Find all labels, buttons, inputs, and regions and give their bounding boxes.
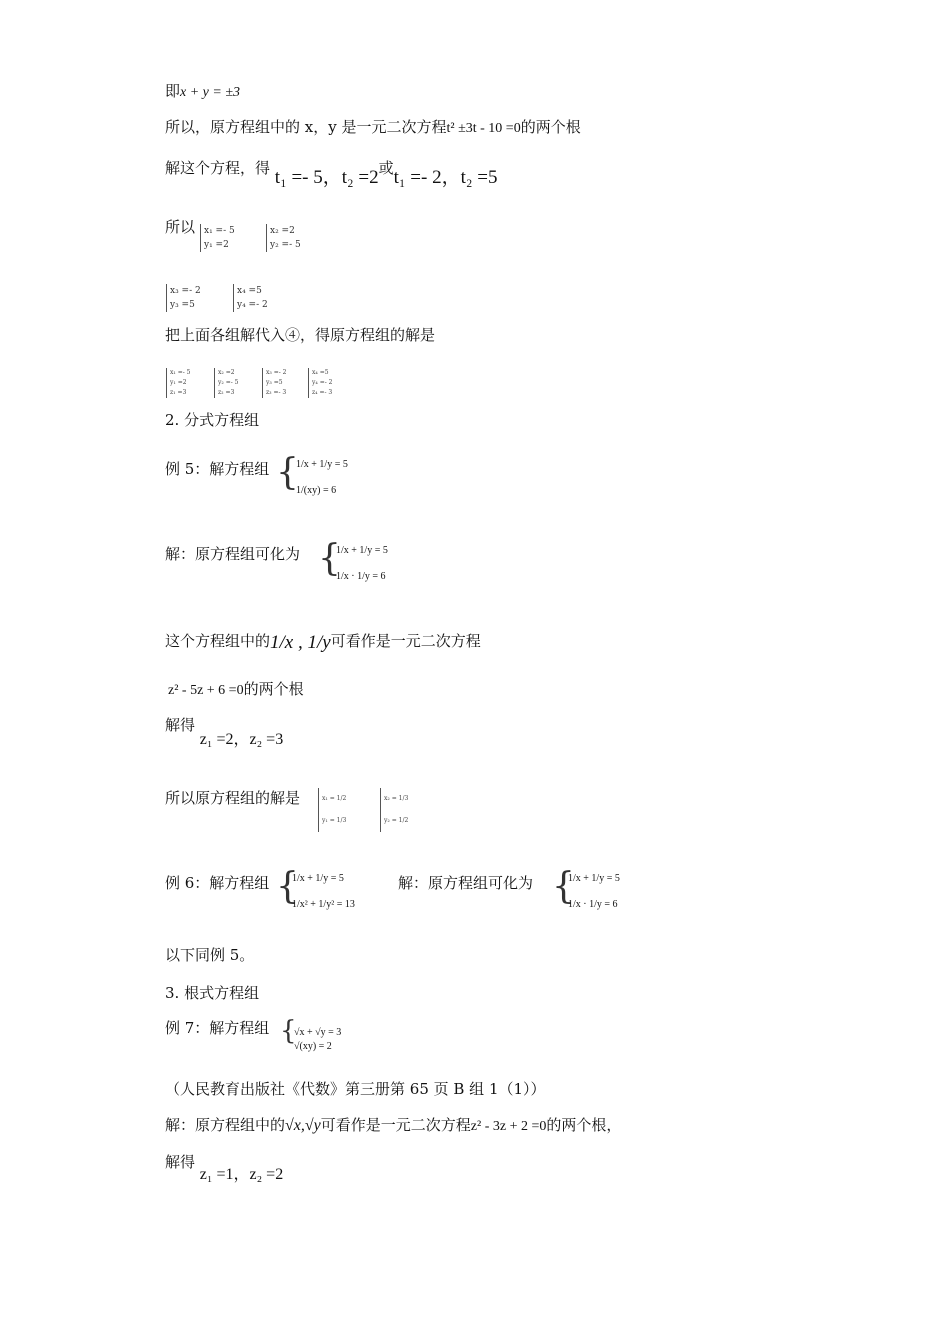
solution-set-2 [380,788,408,832]
eq-row: y₃ =5 [170,300,195,310]
eq-row: y₂ =- 5 [270,240,301,250]
eq-row-2: 1/x · 1/y = 6 [568,899,618,910]
eq-row: z₁ =3 [170,389,187,396]
line-12 [165,948,254,963]
eq-row: y₄ =- 2 [237,300,268,310]
eq-row: x₄ =5 [237,286,262,296]
eq-row: y₄ =- 2 [312,379,333,386]
equation: z₁ =2，z₂ =3 [199,731,284,748]
line-6 [165,328,435,343]
eq-row: y₁ = 1/3 [322,817,347,824]
eq-row-2: 1/x² + 1/y² = 13 [292,899,355,910]
eq-row-1: 1/x + 1/y = 5 [292,873,344,884]
text: 解得 [165,1153,196,1171]
text: 解：原方程组可化为 [398,874,534,892]
eq-row: x₂ =2 [218,369,235,376]
line-1 [165,84,240,100]
eq-row: x₁ =- 5 [204,226,235,236]
equation-b: t₁ =- 2，t₂ =5 [393,167,498,188]
line-11 [165,791,300,806]
section-heading-2 [165,413,259,428]
text: 的两个根， [546,1116,622,1134]
solution-set-3 [166,284,201,312]
solution-5-label [165,547,300,562]
line-8 [165,631,481,653]
line-9 [168,682,304,698]
example-7-label [165,1021,269,1036]
equation-2: z² - 3z + 2 =0 [470,1119,547,1134]
eq-row-2: √(xy) = 2 [294,1041,332,1052]
solution-set-2 [266,224,301,252]
left-brace-icon: { [276,452,299,493]
example-5-label [165,462,269,477]
equation: x + y = ±3 [180,85,241,100]
eq-row: y₁ =2 [170,379,187,386]
or-text: 或 [378,159,394,177]
text: 把上面各组解代入④，得原方程组的解是 [165,326,436,344]
eq-row: x₂ =2 [270,226,295,236]
eq-row-1: 1/x + 1/y = 5 [336,545,388,556]
eq-row: z₄ =- 3 [312,389,333,396]
eq-row: x₁ =- 5 [170,369,191,376]
equation: t² ±3t - 10 =0 [446,121,521,136]
eq-row-1: √x + √y = 3 [294,1027,342,1038]
eq-row-2: 1/x · 1/y = 6 [336,571,386,582]
section-heading-3 [165,986,259,1001]
solution-set-4 [233,284,268,312]
eq-row: y₃ =5 [266,379,283,386]
equation: 1/x , 1/y [270,632,331,653]
eq-row-1: 1/x + 1/y = 5 [568,873,620,884]
text: 所以原方程组的解是 [165,789,301,807]
text: 解得 [165,716,196,734]
heading-text: 3. 根式方程组 [165,984,260,1002]
text: 解这个方程，得 [165,159,271,177]
left-brace-icon: { [318,538,341,579]
eq-row: x₁ = 1/2 [322,795,347,802]
line-4 [165,220,195,235]
example-6-solution-label [398,876,533,891]
text: 以下同例 5。 [165,946,255,964]
equation: z₁ =1，z₂ =2 [199,1166,284,1183]
text: 所以 [165,218,196,236]
eq-row: y₁ =2 [204,240,229,250]
eq-row: x₄ =5 [312,369,329,376]
eq-row: y₂ =- 5 [218,379,239,386]
text: 这个方程组中的 [165,632,271,650]
eq-row: x₃ =- 2 [266,369,287,376]
line-10 [165,716,284,748]
eq-row-1: 1/x + 1/y = 5 [296,459,348,470]
equation: z² - 5z + 6 =0 [168,683,244,698]
line-15 [165,1153,284,1183]
equation: √x,√y [285,1117,321,1134]
equation-a: t₁ =- 5，t₂ =2 [274,167,379,188]
solution-group-1 [166,368,190,398]
left-brace-icon: { [276,866,299,907]
text: 可看作是一元二次方程 [320,1116,471,1134]
line-3 [165,158,498,188]
text: 例 6：解方程组 [165,874,270,892]
eq-row-2: 1/(xy) = 6 [296,485,337,496]
solution-group-3 [262,368,286,398]
left-brace-icon: { [552,866,575,907]
solution-set-1 [318,788,346,832]
eq-row: z₃ =- 3 [266,389,287,396]
text: （人民教育出版社《代数》第三册第 65 页 B 组 1（1）） [165,1080,546,1098]
heading-text: 2. 分式方程组 [165,411,260,429]
solution-set-1 [200,224,235,252]
text: 例 5：解方程组 [165,460,270,478]
text: 解：原方程组中的 [165,1116,286,1134]
text: 解：原方程组可化为 [165,545,301,563]
line-2 [165,120,581,136]
line-14 [165,1118,621,1134]
solution-group-2 [214,368,238,398]
text: 所以，原方程组中的 x，y 是一元二次方程 [165,118,447,136]
text: 即 [165,82,181,100]
eq-row: z₂ =3 [218,389,235,396]
text: 的两个根 [243,680,304,698]
solution-group-4 [308,368,332,398]
text: 的两个根 [520,118,581,136]
text: 例 7：解方程组 [165,1019,270,1037]
line-13 [165,1082,546,1097]
left-brace-icon: { [280,1016,297,1046]
text: 可看作是一元二次方程 [330,632,481,650]
eq-row: x₃ =- 2 [170,286,201,296]
example-6-label [165,876,269,891]
eq-row: x₂ = 1/3 [384,795,409,802]
eq-row: y₂ = 1/2 [384,817,409,824]
